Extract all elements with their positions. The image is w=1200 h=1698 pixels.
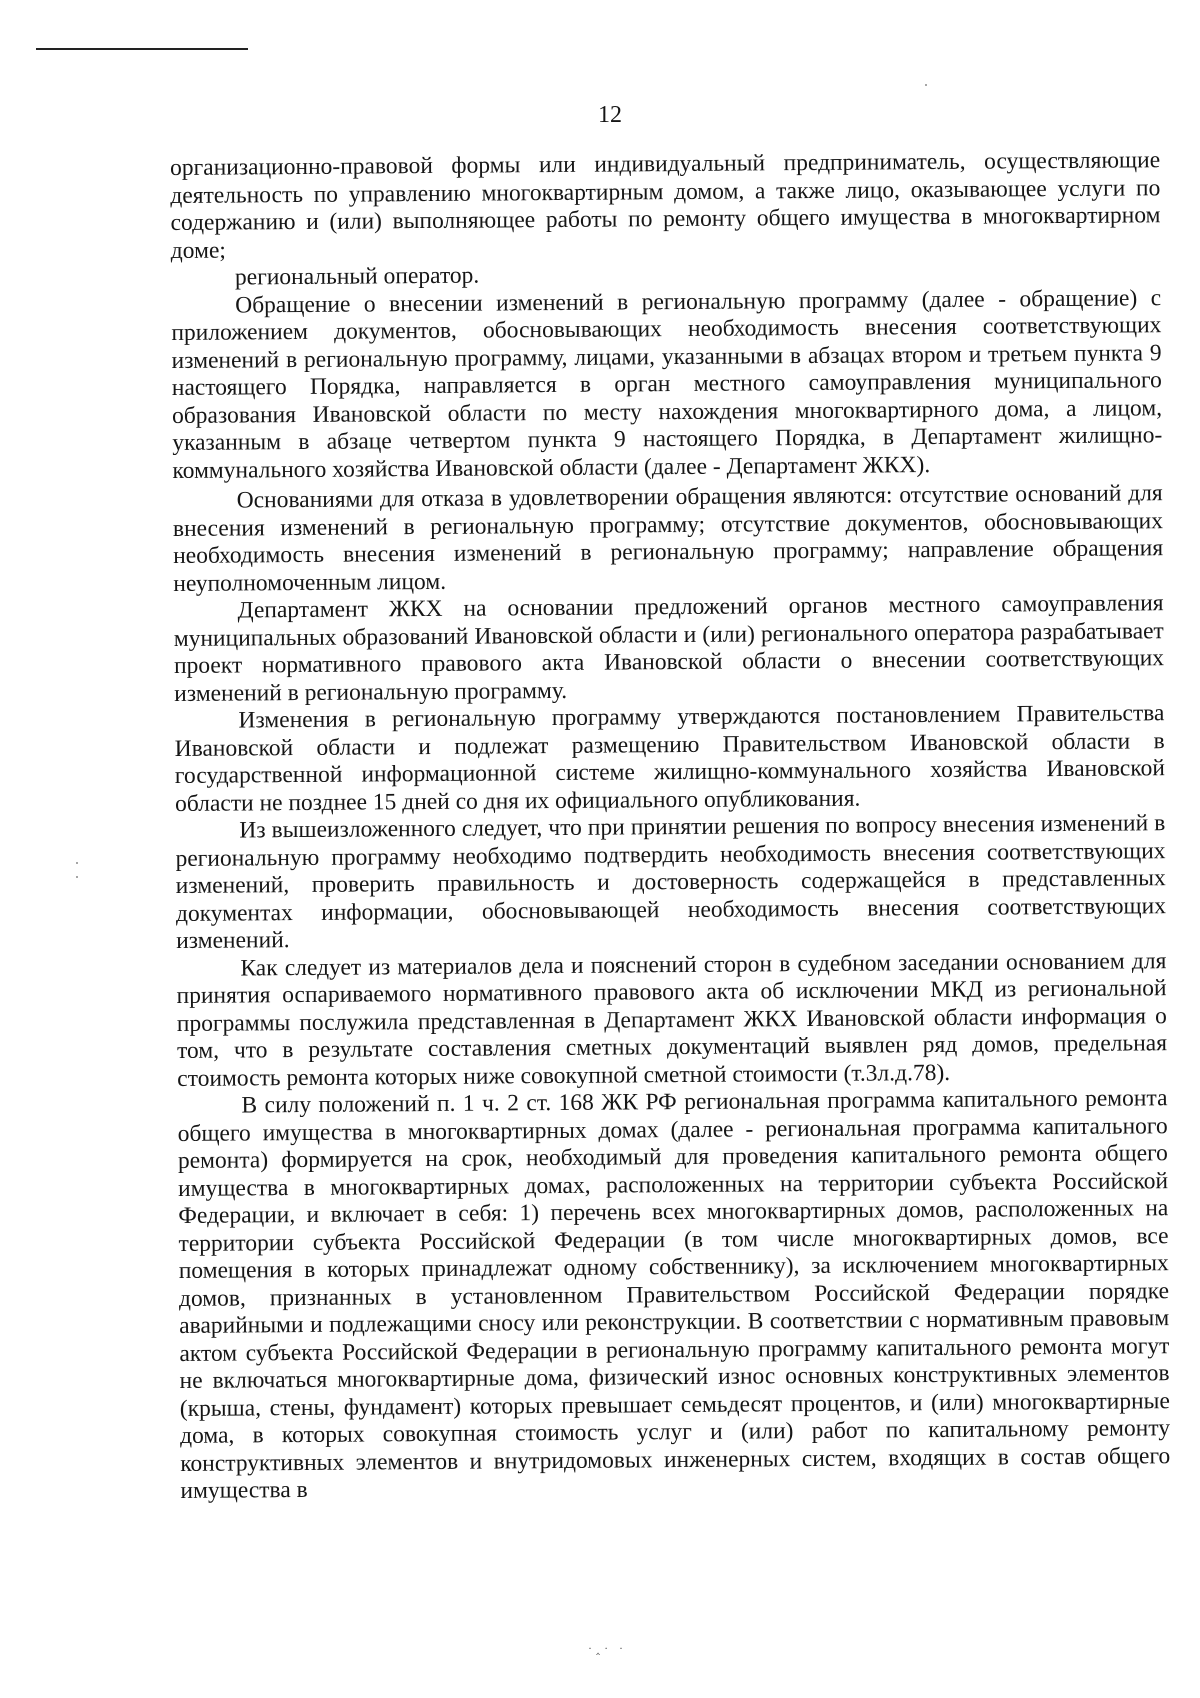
paragraph-7: Из вышеизложенного следует, что при принятии решения по вопросу внесения изменений в региональную программу необходимо подтвердить необходимость внесения соответствующих изменений, проверить правильность и достоверность содержащейся в представленных документах информации, обосновывающей необходимость внесения соответствующих изменений. xyxy=(175,810,1167,954)
page-number: 12 xyxy=(598,102,622,128)
paragraph-5: Департамент ЖКХ на основании предложений органов местного самоуправления муниципальных образований Ивановской области и (или) регионального оператора разрабатывает проект нормативного правового акта Ивановской области о внесении соответствующих изменений в региональную программу. xyxy=(173,590,1165,707)
top-rule xyxy=(36,48,248,50)
paragraph-2: региональный оператор. xyxy=(234,262,480,291)
margin-dot xyxy=(76,876,78,878)
footer-scan-marks: ·‸· · xyxy=(588,1641,628,1655)
paragraph-3: Обращение о внесении изменений в региональную программу (далее - обращение) с приложением документов, обосновывающих необходимость внесения соответствующих изменений в региональную программу, лицами, указанными в абзацах втором и третьем пункта 9 настоящего Порядка, направляется в орган местного самоуправления муниципального образования Ивановской области по месту нахождения многоквартирного дома, а лицом, указанным в абзаце четвертом пункта 9 настоящего Порядка, в Департамент жилищно-коммунального хозяйства Ивановской области (далее - Департамент ЖКХ). xyxy=(171,284,1163,484)
page-body xyxy=(170,147,1171,1505)
paragraph-6: Изменения в региональную программу утверждаются постановлением Правительства Ивановской области и подлежат размещению Правительством Ивановской области в государственной информационной системе жилищно-коммунального хозяйства Ивановской области не позднее 15 дней со дня их официального опубликования. xyxy=(174,700,1165,817)
paragraph-1: организационно-правовой формы или индивидуальный предприниматель, осуществляющие деятельность по управлению многоквартирным домом, а также лицо, оказывающее услуги по содержанию и (или) выполняющее работы по ремонту общего имущества в многоквартирном доме; xyxy=(170,147,1161,264)
margin-dot xyxy=(76,862,78,864)
paragraph-9: В силу положений п. 1 ч. 2 ст. 168 ЖК РФ региональная программа капитального ремонта общего имущества в многоквартирных домах (далее - региональная программа капитального ремонта) формируется на срок, необходимый для проведения капитального ремонта общего имущества в многоквартирных домах, расположенных на территории субъекта Российской Федерации, и включает в себя: 1) перечень всех многоквартирных домов, расположенных на территории субъекта Российской Федерации (в том числе многоквартирных домов, все помещения в которых принадлежат одному собственнику), за исключением многоквартирных домов, признанных в установленном Правительством Российской Федерации порядке аварийными и подлежащими сносу или реконструкции. В соответствии с нормативным правовым актом субъекта Российской Федерации в региональную программу капитального ремонта могут не включаться многоквартирные дома, физический износ основных конструктивных элементов (крыша, стены, фундамент) которых превышает семьдесят процентов, и (или) многоквартирные дома, в которых совокупная стоимость услуг и (или) работ по капитальному ремонту конструктивных элементов и внутридомовых инженерных систем, входящих в состав общего имущества в xyxy=(177,1085,1171,1504)
margin-dot xyxy=(925,84,927,86)
paragraph-8: Как следует из материалов дела и пояснений сторон в судебном заседании основанием для принятия оспариваемого нормативного правового акта об исключении МКД из региональной программы послужила представленная в Департамент ЖКХ Ивановской области информация о том, что в результате составления сметных документаций выявлен ряд домов, предельная стоимость ремонта которых ниже совокупной сметной стоимости (т.3л.д.78). xyxy=(176,947,1168,1092)
paragraph-4: Основаниями для отказа в удовлетворении обращения являются: отсутствие оснований для внесения изменений в региональную программу; отсутствие документов, обосновывающих необходимость внесения изменений в региональную программу; направление обращения неуполномоченным лицом. xyxy=(172,480,1164,597)
